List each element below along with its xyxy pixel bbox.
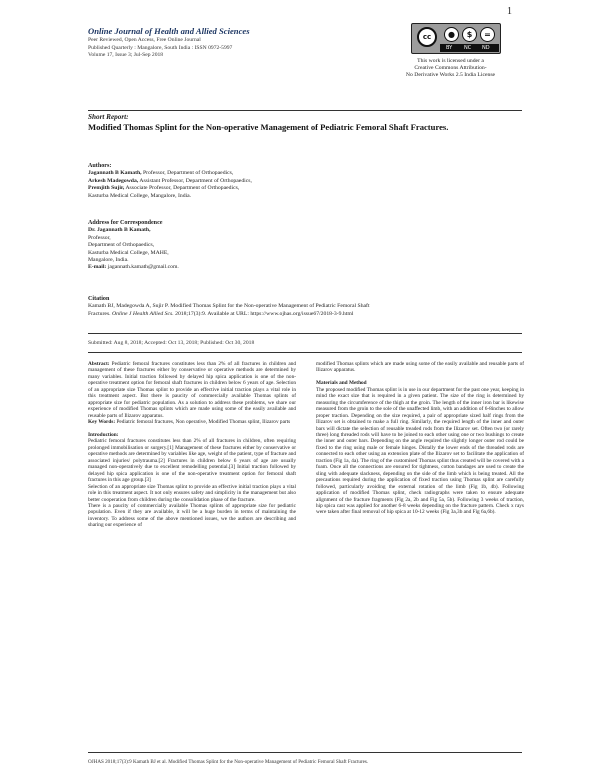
right-column (316, 361, 524, 516)
license-line: Creative Commons Attribution- (414, 65, 487, 72)
keywords-paragraph (88, 419, 296, 425)
header-divider (88, 110, 522, 111)
cc-logo-icon: cc (417, 27, 437, 47)
introduction-heading: Introduction: (88, 431, 119, 438)
correspondence-heading: Address for Correspondence (88, 220, 163, 226)
keywords-text: Pediatric femoral fractures, Non operative, Modified Thomas splint, Ilizarov parts (115, 419, 291, 426)
author-institution: Kasturba Medical College, Mangalore, India. (88, 192, 192, 199)
badge-bar (440, 44, 499, 52)
abstract-text: Pediatric femoral fractures constitutes less than 2% of all fractures in children and management of these fractures either by conservative or operative methods are determined by many variables. Initial traction followed by delayed hip spica application is one of the non-operative treatment option for femoral shaft fractures in children below 6 years of age. Selection of an appropriate size Thomas splint to provide an effective initial traction plays a vital role in this treatment aspect. But there is paucity of commercially available Thomas splints of appropriate size for pediatric population. As a solution to address these problems, we share our experience of modified Thomas splints which are made using some of the easily available and reusable parts of Ilizarov apparatus. (88, 361, 296, 419)
citation-url[interactable]: 2018;17(3):9. Available at URL: https://www.ojhas.org/issue67/2018-3-9.html (173, 310, 354, 317)
article-type: Short Report: (88, 113, 129, 121)
badge-nd-text: ND (482, 45, 490, 51)
methods-heading: Materials and Method (316, 380, 367, 387)
journal-line: Peer Reviewed, Open Access, Free Online Journal (88, 37, 201, 43)
license-block (393, 23, 508, 80)
citation-block (88, 296, 518, 318)
introduction-continued: modified Thomas splints which are made using some of the easily available and reusable parts of Ilizarov apparatus. (316, 361, 524, 374)
author-name: Premjith Sujir, (88, 185, 125, 192)
correspondence-email-row (88, 264, 388, 271)
methods-paragraph: The proposed modified Thomas splint is in use in our department for the past one year, keeping in mind the exact size that is required in a given patient. The size of the ring is determined by measuring the circumference of the thigh at the groin. The length of the inner iron bar is likewise measured from the groin to the sole of the unaffected limb, with an addition of 6-8inches to allow proper traction. Depending on the size required, a pair of appropriate sized half rings from the Ilizarov set is obtained to make a full ring. Similarly, the required length of the inner and outer bars will dictate the selection of reusable treaded rods from the Ilizarov set. Often two (or rarely three) long threaded rods will have to be joined to each other using one or two bushings to create the inner and outer bars. Depending on the angle required the slightly longer outer rod could be fixed to the ring using male or female hinges. Distally the lower ends of the threaded rods are connected to each other using an extension plate of the Ilizarov set to facilitate the application of traction (Fig 1a, 4a). The ring of the customised Thomas splint thus created will be covered with a foam. Once all the connections are ensured for tightness, cotton bandages are used to create the sling with adequate slackness, depending on the side of the limb which is being treated. All the precautions required during the application of fixed traction using Thomas splint are carefully followed, particularly avoiding the external rotation of the limb (Fig 1b, 4b). Following application of modified Thomas splint, check radiographs were taken to ensure adequate alignment of the fracture fragments (Fig 2a, 2b and Fig 5a, 5b). Following 3 weeks of traction, hip spica cast was applied for another 6-8 weeks depending on the fracture pattern. Check x rays were taken after final removal of hip spica at 10-12 weeks (Fig 3a,3b and Fig 6a,6b). (316, 386, 524, 516)
correspondence-line: Department of Orthopaedics, (88, 242, 155, 249)
footer-divider (88, 752, 522, 753)
license-text (393, 58, 508, 80)
correspondence-line: Kasturba Medical College, MAHE, (88, 249, 169, 256)
journal-line: Published Quarterly : Mangalore, South India : ISSN 0972-5997 (88, 44, 233, 51)
correspondence-line: Mangalore, India. (88, 257, 129, 264)
author-name: Arkesh Madegowda, (88, 177, 139, 184)
author-name: Jagannath B Kamath, (88, 170, 142, 177)
page-number: 1 (507, 6, 512, 17)
citation-line (88, 311, 518, 318)
journal-header (88, 26, 348, 60)
author-role: Professor, Department of Orthopaedics, (141, 170, 234, 177)
cc-license-badge[interactable] (411, 23, 501, 54)
author-role: Associate Professor, Department of Orthopaedics, (124, 185, 240, 192)
email-label: E-mail: (88, 264, 107, 271)
correspondence-name: Dr. Jagannath B Kamath, (88, 227, 151, 234)
attribution-icon: ● (444, 27, 459, 42)
license-line: This work is licensed under a (417, 58, 484, 64)
correspondence-line: Professor, (88, 234, 111, 241)
badge-by-text: BY (446, 45, 453, 51)
citation-line: Kamath BJ, Madegowda A, Sujir P. Modified Thomas Splint for the Non-operative Management of Pediatric Femoral Shaft (88, 303, 370, 310)
citation-text: Fractures. (88, 310, 113, 317)
citation-journal: Online J Health Allied Scs. (112, 310, 174, 317)
journal-line: Volume 17, Issue 3; Jul-Sep 2018 (88, 52, 164, 58)
email-link[interactable]: jagannath.kamath@gmail.com. (106, 264, 179, 271)
submission-dates: Submitted: Aug 8, 2018; Accepted: Oct 13, 2018; Published: Oct 30, 2018 (88, 340, 255, 346)
page-footer: OJHAS 2018;17(3):9 Kamath BJ et al. Modified Thomas Splint for the Non-operative Management of Pediatric Femoral Shaft Fractures. (88, 759, 369, 765)
citation-divider (88, 333, 522, 334)
non-commercial-icon: $ (462, 27, 477, 42)
introduction-paragraph: Pediatric femoral fractures constitutes less than 2% of all fractures in children, often requiring prolonged immobilisation or surgery.[1] Management of these fractures either by conservative or operative methods are determined by variables like age, weight of the patient, type of fracture and associated injuries/ polytrauma.[2] Fractures in children below 6 years of age are usually managed non-operatively due to excellent remodelling potential.[3] Initial traction followed by delayed hip spica application is one of the non-operative treatment option for femoral shaft fractures in this age group.[3] (88, 438, 296, 484)
abstract-paragraph (88, 361, 296, 419)
left-column (88, 361, 296, 529)
author-role: Assistant Professor, Department of Orthopaedics, (138, 177, 252, 184)
journal-name: Online Journal of Health and Allied Sciences (88, 26, 250, 36)
authors-heading: Authors: (88, 163, 112, 169)
article-title: Modified Thomas Splint for the Non-operative Management of Pediatric Femoral Shaft Fractures. (88, 122, 449, 132)
license-line: No Derivative Works 2.5 India License (405, 72, 496, 79)
submission-divider (88, 352, 522, 353)
author-row (88, 185, 388, 192)
introduction-paragraph: There is a paucity of commercially available Thomas splints of appropriate size for pediatric population. Even if they are available, it will be a huge burden in terms of maintaining the inventory. To address some of the above mentioned issues, we the authors are describing and sharing our experience of (88, 502, 296, 529)
badge-nc-text: NC (464, 45, 472, 51)
introduction-paragraph: Selection of an appropriate size Thomas splint to provide an effective initial traction plays a vital role in this treatment aspect. It not only ensures safety and simplicity in the management but also better cooperation from children during the consolidation phase of the fracture. (88, 483, 296, 503)
abstract-label: Abstract: (88, 361, 110, 367)
correspondence-block (88, 220, 388, 272)
no-derivatives-icon: = (480, 27, 495, 42)
citation-heading: Citation (88, 296, 110, 302)
author-row (88, 170, 388, 177)
authors-block (88, 163, 388, 200)
keywords-label: Key Words: (88, 419, 116, 426)
